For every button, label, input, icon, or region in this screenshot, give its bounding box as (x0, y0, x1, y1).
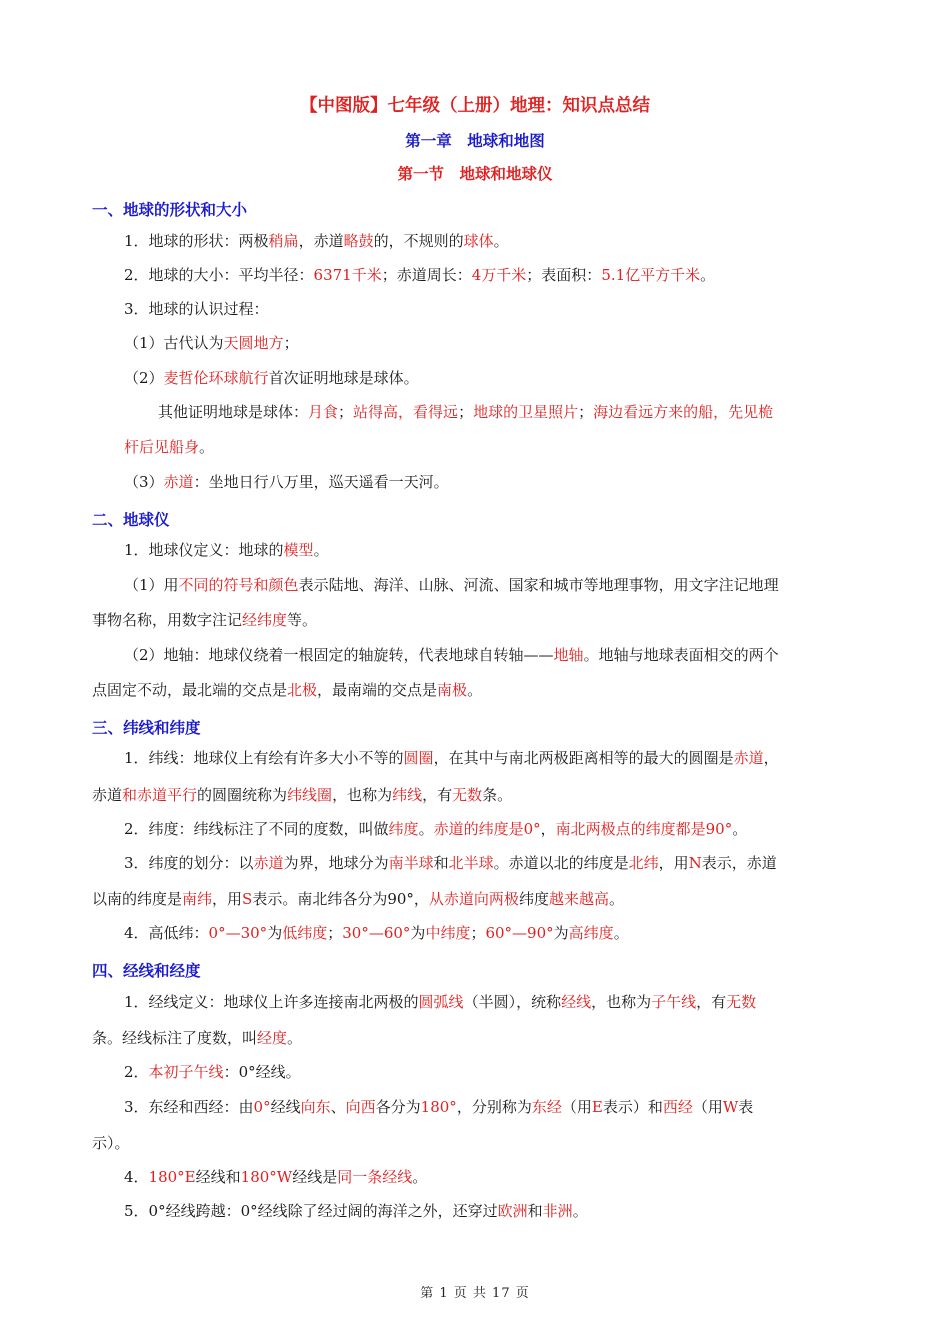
highlight-text: N (688, 854, 702, 872)
highlight-text: 纬度 (388, 820, 419, 838)
text-segment: 4．高低纬： (124, 924, 209, 942)
text-line (124, 299, 269, 319)
highlight-text: 稍扁 (268, 232, 299, 250)
text-line (124, 437, 214, 457)
text-segment: ；表面积： (526, 266, 602, 284)
text-segment: ； (578, 403, 594, 421)
text-segment: ，用 (658, 854, 689, 872)
text-segment: 5．0°经线跨越：0°经线除了经过阔的海洋之外，还穿过 (124, 1202, 498, 1220)
text-segment: 。 (572, 1202, 588, 1220)
text-segment: 、 (330, 1098, 346, 1116)
text-segment: 3．地球的认识过程： (124, 300, 269, 318)
text-segment: 2．地球的大小：平均半径： (124, 266, 314, 284)
highlight-text: 圆圈 (403, 749, 434, 767)
highlight-text: 0° (253, 1098, 271, 1116)
highlight-text: 北半球 (448, 854, 494, 872)
text-segment: 赤道 (92, 786, 123, 804)
text-segment: 。 (418, 820, 434, 838)
highlight-text: 南半球 (388, 854, 434, 872)
text-line (92, 680, 482, 700)
highlight-text: 不同的符号和颜色 (178, 576, 299, 594)
highlight-text: 60°—90° (485, 924, 554, 942)
text-segment: 为 (410, 924, 426, 942)
text-segment: 表示，赤道 (701, 854, 777, 872)
text-segment: 3．东经和西经：由 (124, 1098, 254, 1116)
highlight-text: 0°—30° (208, 924, 268, 942)
highlight-text: 杆后见船身 (124, 438, 200, 456)
text-segment: 4． (124, 1168, 149, 1186)
highlight-text: 站得高，看得远 (353, 403, 459, 421)
text-line (124, 1062, 301, 1082)
text-segment: ，在其中与南北两极距离相等的最大的圆圈是 (433, 749, 734, 767)
text-segment: 。 (313, 541, 329, 559)
text-line (124, 992, 756, 1012)
text-line (124, 819, 747, 839)
text-segment: ，有 (696, 993, 727, 1011)
text-segment: ，赤道 (298, 232, 344, 250)
highlight-text: 圆弧线 (418, 993, 464, 1011)
text-line (124, 472, 449, 492)
highlight-text: 模型 (283, 541, 314, 559)
text-line (124, 853, 777, 873)
text-segment: 1．地球的形状：两极 (124, 232, 269, 250)
highlight-text: 地球的卫星照片 (473, 403, 579, 421)
text-segment: ：0°经线。 (223, 1063, 301, 1081)
highlight-text: 东经 (531, 1098, 562, 1116)
text-segment: 。 (467, 681, 483, 699)
text-segment: （用 (561, 1098, 592, 1116)
highlight-text: 5.1亿平方千米 (601, 266, 701, 284)
text-segment: （用 (692, 1098, 723, 1116)
text-line (92, 1028, 302, 1048)
text-segment: 1．经线定义：地球仪上许多连接南北两极的 (124, 993, 419, 1011)
text-line (124, 1097, 753, 1117)
highlight-text: 赤道 (733, 749, 764, 767)
highlight-text: 南北两极点的纬度都是90° (555, 820, 733, 838)
highlight-text: 赤道的纬度是0° (433, 820, 541, 838)
highlight-text: 同一条经线 (337, 1168, 413, 1186)
highlight-text: 经度 (257, 1029, 288, 1047)
heading-globe: 二、地球仪 (92, 511, 170, 529)
text-segment: 的，不规则的 (373, 232, 464, 250)
text-line (124, 1167, 427, 1187)
text-segment: 为 (553, 924, 569, 942)
heading-longitude: 四、经线和经度 (92, 962, 201, 980)
text-segment: 首次证明地球是球体。 (268, 369, 419, 387)
text-segment: ，最南端的交点是 (317, 681, 438, 699)
text-segment: 经线和 (195, 1168, 241, 1186)
text-line (124, 575, 779, 595)
highlight-text: 向西 (345, 1098, 376, 1116)
highlight-text: 180°W (240, 1168, 293, 1186)
text-segment: 1．纬线：地球仪上有绘有许多大小不等的 (124, 749, 404, 767)
highlight-text: 越来越高 (548, 890, 609, 908)
text-segment: 以南的纬度是 (92, 890, 183, 908)
text-segment: 。 (199, 438, 215, 456)
text-segment: 示）。 (92, 1134, 130, 1152)
text-line (124, 368, 419, 388)
text-line (158, 402, 773, 422)
text-segment: ，也称为 (591, 993, 652, 1011)
text-segment: ； (458, 403, 474, 421)
text-segment: 经线 (270, 1098, 301, 1116)
highlight-text: 无数 (726, 993, 757, 1011)
text-segment: （1）古代认为 (124, 334, 224, 352)
text-segment: 各分为 (375, 1098, 421, 1116)
text-segment: 。 (287, 1029, 303, 1047)
text-segment: 其他证明地球是球体： (158, 403, 309, 421)
text-segment: 事物名称，用数字注记 (92, 611, 243, 629)
highlight-text: 4万千米 (471, 266, 527, 284)
highlight-text: 子午线 (651, 993, 697, 1011)
highlight-text: 海边看远方来的船，先见桅 (593, 403, 774, 421)
text-segment: 条。经线标注了度数，叫 (92, 1029, 258, 1047)
highlight-text: 向东 (300, 1098, 331, 1116)
text-segment: 为界，地球分为 (283, 854, 389, 872)
text-line (124, 333, 299, 353)
highlight-text: 赤道 (163, 473, 194, 491)
text-segment: 表示陆地、海洋、山脉、河流、国家和城市等地理事物，用文字注记地理 (298, 576, 779, 594)
highlight-text: 赤道 (253, 854, 284, 872)
text-segment: （2） (124, 369, 164, 387)
highlight-text: 中纬度 (425, 924, 471, 942)
highlight-text: 麦哲伦环球航行 (163, 369, 269, 387)
heading-shape-size: 一、地球的形状和大小 (92, 201, 248, 219)
text-segment: 和 (527, 1202, 543, 1220)
text-line (92, 610, 317, 630)
highlight-text: 非洲 (542, 1202, 573, 1220)
chapter-title: 第一章 地球和地图 (405, 132, 545, 150)
text-segment: 条。 (482, 786, 513, 804)
text-segment: 纬度 (518, 890, 549, 908)
highlight-text: 略鼓 (343, 232, 374, 250)
text-segment: ， (763, 749, 779, 767)
text-segment: ，分别称为 (456, 1098, 532, 1116)
highlight-text: 西经 (662, 1098, 693, 1116)
text-segment: 和 (433, 854, 449, 872)
text-segment: （1）用 (124, 576, 179, 594)
text-segment: ，有 (422, 786, 453, 804)
text-segment: （2）地轴：地球仪绕着一根固定的轴旋转，代表地球自转轴—— (124, 646, 554, 664)
text-segment: 1．地球仪定义：地球的 (124, 541, 284, 559)
highlight-text: 经线 (561, 993, 592, 1011)
text-segment: 为 (267, 924, 283, 942)
highlight-text: 纬线 (392, 786, 423, 804)
highlight-text: 6371千米 (313, 266, 382, 284)
highlight-text: 月食 (308, 403, 339, 421)
text-segment: 经线是 (292, 1168, 338, 1186)
text-segment: （3） (124, 473, 164, 491)
highlight-text: 低纬度 (282, 924, 328, 942)
highlight-text: 北纬 (628, 854, 659, 872)
highlight-text: 天圆地方 (223, 334, 284, 352)
highlight-text: 北极 (287, 681, 318, 699)
text-segment: ，用 (212, 890, 243, 908)
highlight-text: 经纬度 (242, 611, 288, 629)
text-segment: ； (338, 403, 354, 421)
text-line (92, 785, 512, 805)
text-segment: 等。 (287, 611, 318, 629)
text-segment: 2． (124, 1063, 149, 1081)
text-line (124, 265, 715, 285)
highlight-text: 180° (420, 1098, 457, 1116)
text-line (92, 1133, 130, 1153)
highlight-text: 180°E (148, 1168, 196, 1186)
highlight-text: E (591, 1098, 603, 1116)
text-segment: ， (540, 820, 556, 838)
highlight-text: 纬线圈 (287, 786, 333, 804)
text-line (92, 889, 624, 909)
highlight-text: 无数 (452, 786, 483, 804)
text-line (124, 540, 329, 560)
text-segment: 表示）和 (602, 1098, 663, 1116)
text-segment: 。 (700, 266, 716, 284)
text-segment: 。 (732, 820, 748, 838)
highlight-text: 高纬度 (568, 924, 614, 942)
highlight-text: 地轴 (553, 646, 584, 664)
text-segment: 的圆圈统称为 (197, 786, 288, 804)
text-segment: ； (470, 924, 486, 942)
highlight-text: 从赤道向两极 (428, 890, 519, 908)
text-line (124, 923, 629, 943)
heading-latitude: 三、纬线和纬度 (92, 719, 201, 737)
text-line (124, 1201, 588, 1221)
highlight-text: 球体 (463, 232, 494, 250)
text-segment: 。 (613, 924, 629, 942)
highlight-text: W (722, 1098, 739, 1116)
page-footer: 第 1 页 共 17 页 (420, 1286, 530, 1301)
text-segment: 3．纬度的划分：以 (124, 854, 254, 872)
highlight-text: 南极 (437, 681, 468, 699)
highlight-text: S (242, 890, 253, 908)
text-segment: ：坐地日行八万里，巡天遥看一天河。 (193, 473, 449, 491)
highlight-text: 和赤道平行 (122, 786, 198, 804)
text-segment: 表示。南北纬各分为90°， (252, 890, 429, 908)
highlight-text: 南纬 (182, 890, 213, 908)
section-title: 第一节 地球和地球仪 (397, 165, 553, 183)
document-title: 【中图版】七年级（上册）地理：知识点总结 (300, 96, 650, 116)
text-line (124, 748, 779, 768)
text-segment: ，也称为 (332, 786, 393, 804)
highlight-text: 30°—60° (342, 924, 411, 942)
text-segment: 。赤道以北的纬度是 (493, 854, 629, 872)
text-segment: 2．纬度：纬线标注了不同的度数，叫做 (124, 820, 389, 838)
text-segment: 。 (608, 890, 624, 908)
text-segment: （半圆），统称 (463, 993, 562, 1011)
text-line (124, 231, 509, 251)
text-line (124, 645, 779, 665)
text-segment: 表 (738, 1098, 754, 1116)
text-segment: 点固定不动，最北端的交点是 (92, 681, 288, 699)
text-segment: 。 (412, 1168, 428, 1186)
text-segment: ； (283, 334, 299, 352)
text-segment: 。地轴与地球表面相交的两个 (583, 646, 779, 664)
text-segment: 。 (493, 232, 509, 250)
text-segment: ；赤道周长： (381, 266, 472, 284)
text-segment: ； (327, 924, 343, 942)
highlight-text: 欧洲 (497, 1202, 528, 1220)
highlight-text: 本初子午线 (148, 1063, 224, 1081)
